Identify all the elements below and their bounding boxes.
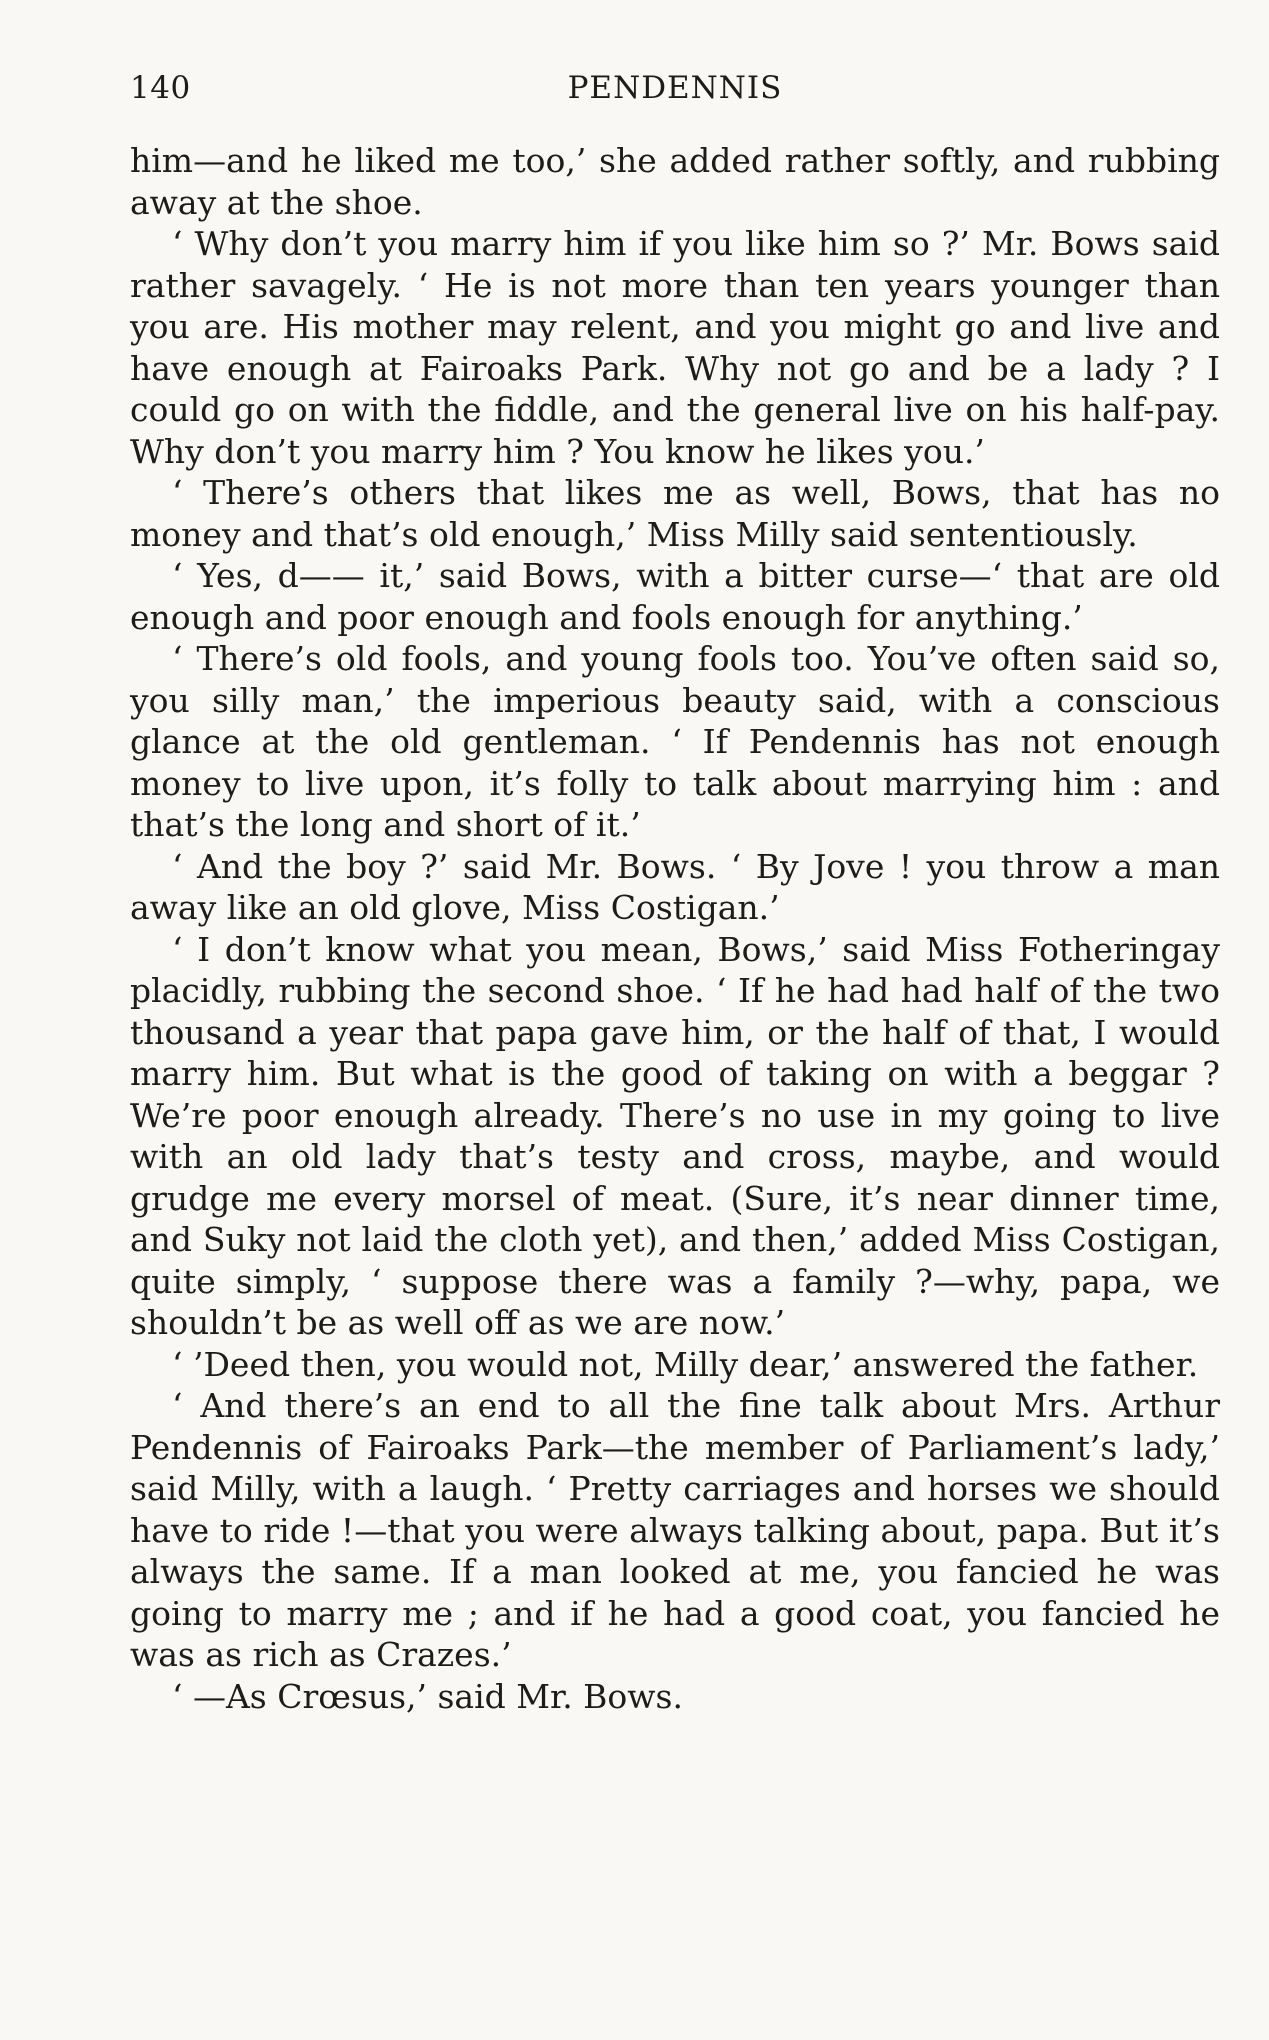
paragraph: ‘ And the boy ?’ said Mr. Bows. ‘ By Jove ! you throw a man away like an old glove, Miss Costigan.’ <box>130 846 1220 927</box>
paragraph: ‘ There’s others that likes me as well, Bows, that has no money and that’s old enough,’ Miss Milly said sententiously. <box>130 473 1220 554</box>
paragraph: ‘ —As Crœsus,’ said Mr. Bows. <box>172 1676 683 1716</box>
page-header <box>130 66 1220 110</box>
running-title: PENDENNIS <box>567 70 783 106</box>
page-number: 140 <box>130 70 191 106</box>
body-text <box>130 140 1220 1717</box>
paragraph: ‘ There’s old fools, and young fools too. You’ve often said so, you silly man,’ the imperious beauty said, with a conscious glance at the old gentleman. ‘ If Pendennis has not enough money to live upon, it’s folly to talk about marrying him : and that’s the long and short of it.’ <box>130 639 1220 844</box>
paragraph: ‘ I don’t know what you mean, Bows,’ said Miss Fotheringay placidly, rubbing the second shoe. ‘ If he had had half of the two thousand a year that papa gave him, or the half of that, I would marry him. But what is the good of taking on with a beggar ? We’re poor enough already. There’s no use in my going to live with an old lady that’s testy and cross, maybe, and would grudge me every morsel of meat. (Sure, it’s near dinner time, and Suky not laid the cloth yet), and then,’ added Miss Costigan, quite simply, ‘ suppose there was a family ?—why, papa, we shouldn’t be as well off as we are now.’ <box>130 929 1220 1342</box>
paragraph: ‘ And there’s an end to all the fine talk about Mrs. Arthur Pendennis of Fairoaks Park—the member of Parliament’s lady,’ said Milly, with a laugh. ‘ Pretty carriages and horses we should have to ride !—that you were always talking about, papa. But it’s always the same. If a man looked at me, you fancied he was going to marry me ; and if he had a good coat, you fancied he was as rich as Crazes.’ <box>130 1386 1220 1674</box>
paragraph: him—and he liked me too,’ she added rather softly, and rubbing away at the shoe. <box>130 141 1220 222</box>
paragraph: ‘ Yes, d—— it,’ said Bows, with a bitter curse—‘ that are old enough and poor enough and fools enough for anything.’ <box>130 556 1220 637</box>
paragraph: ‘ Why don’t you marry him if you like him so ?’ Mr. Bows said rather savagely. ‘ He is not more than ten years younger than you are. His mother may relent, and you might go and live and have enough at Fairoaks Park. Why not go and be a lady ? I could go on with the fiddle, and the general live on his half-pay. Why don’t you marry him ? You know he likes you.’ <box>130 224 1220 471</box>
paragraph: ‘ ’Deed then, you would not, Milly dear,’ answered the father. <box>172 1344 1199 1384</box>
